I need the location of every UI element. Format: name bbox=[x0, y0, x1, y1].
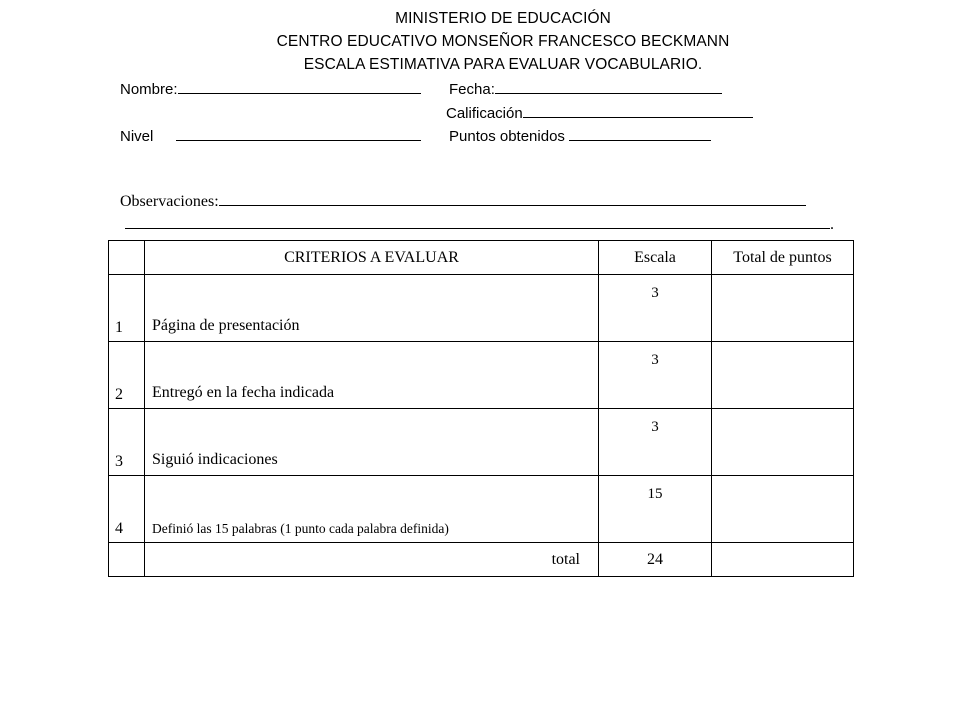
points-blank[interactable] bbox=[569, 126, 711, 141]
row-number-cell bbox=[109, 275, 145, 342]
points-cell[interactable] bbox=[712, 409, 854, 476]
total-empty-cell bbox=[109, 543, 145, 577]
row-number-cell bbox=[109, 476, 145, 543]
points-cell[interactable] bbox=[712, 476, 854, 543]
name-field bbox=[120, 79, 421, 98]
name-label: Nombre: bbox=[120, 81, 178, 98]
row-number: 4 bbox=[115, 520, 123, 537]
scale-cell bbox=[599, 476, 712, 543]
row-number: 1 bbox=[115, 319, 123, 336]
observations-blank-2[interactable] bbox=[125, 214, 830, 229]
points-cell[interactable] bbox=[712, 275, 854, 342]
criterion-cell bbox=[145, 409, 599, 476]
observations-line-2 bbox=[125, 214, 834, 234]
observations-blank[interactable] bbox=[219, 191, 806, 206]
name-blank[interactable] bbox=[178, 79, 421, 94]
criterion-text: Siguió indicaciones bbox=[152, 451, 278, 468]
total-label: total bbox=[145, 543, 599, 577]
total-value: 24 bbox=[599, 543, 712, 577]
table-row bbox=[109, 409, 854, 476]
scale-cell bbox=[599, 342, 712, 409]
points-field bbox=[449, 126, 711, 145]
criterion-text: Definió las 15 palabras (1 punto cada palabra definida) bbox=[152, 521, 449, 536]
criterion-cell bbox=[145, 275, 599, 342]
grade-field bbox=[446, 103, 753, 122]
date-blank[interactable] bbox=[495, 79, 722, 94]
table-row bbox=[109, 275, 854, 342]
header-total: Total de puntos bbox=[712, 241, 854, 275]
level-label: Nivel bbox=[120, 128, 154, 145]
points-cell[interactable] bbox=[712, 342, 854, 409]
ministry-title: MINISTERIO DE EDUCACIÓN bbox=[395, 10, 611, 27]
criteria-table bbox=[108, 240, 854, 577]
row-number: 2 bbox=[115, 386, 123, 403]
criterion-cell bbox=[145, 476, 599, 543]
row-number: 3 bbox=[115, 453, 123, 470]
header-criteria: CRITERIOS A EVALUAR bbox=[145, 241, 599, 275]
criterion-text: Entregó en la fecha indicada bbox=[152, 384, 335, 401]
scale-cell bbox=[599, 275, 712, 342]
table-total-row bbox=[109, 543, 854, 577]
date-field bbox=[449, 79, 722, 98]
level-blank[interactable] bbox=[176, 126, 421, 141]
row-number-cell bbox=[109, 342, 145, 409]
scale-cell bbox=[599, 409, 712, 476]
points-label: Puntos obtenidos bbox=[449, 128, 565, 145]
grade-label: Calificación bbox=[446, 105, 523, 122]
table-row bbox=[109, 342, 854, 409]
scale-value: 3 bbox=[651, 419, 659, 435]
level-field bbox=[120, 126, 421, 145]
criterion-cell bbox=[145, 342, 599, 409]
grade-blank[interactable] bbox=[523, 103, 753, 118]
total-points-cell[interactable] bbox=[712, 543, 854, 577]
table-row bbox=[109, 476, 854, 543]
row-number-cell bbox=[109, 409, 145, 476]
scale-value: 15 bbox=[647, 486, 663, 502]
document-title: ESCALA ESTIMATIVA PARA EVALUAR VOCABULARIO. bbox=[303, 56, 703, 73]
scale-value: 3 bbox=[651, 352, 659, 368]
observations-end-dot: . bbox=[830, 216, 834, 233]
date-label: Fecha: bbox=[449, 81, 495, 98]
observations-field bbox=[120, 191, 806, 211]
header-number-cell bbox=[109, 241, 145, 275]
observations-label: Observaciones: bbox=[120, 193, 219, 210]
school-name: CENTRO EDUCATIVO MONSEÑOR FRANCESCO BECKMANN bbox=[276, 33, 730, 50]
header-scale: Escala bbox=[599, 241, 712, 275]
criterion-text: Página de presentación bbox=[152, 317, 300, 334]
scale-value: 3 bbox=[651, 285, 659, 301]
table-header-row bbox=[109, 241, 854, 275]
